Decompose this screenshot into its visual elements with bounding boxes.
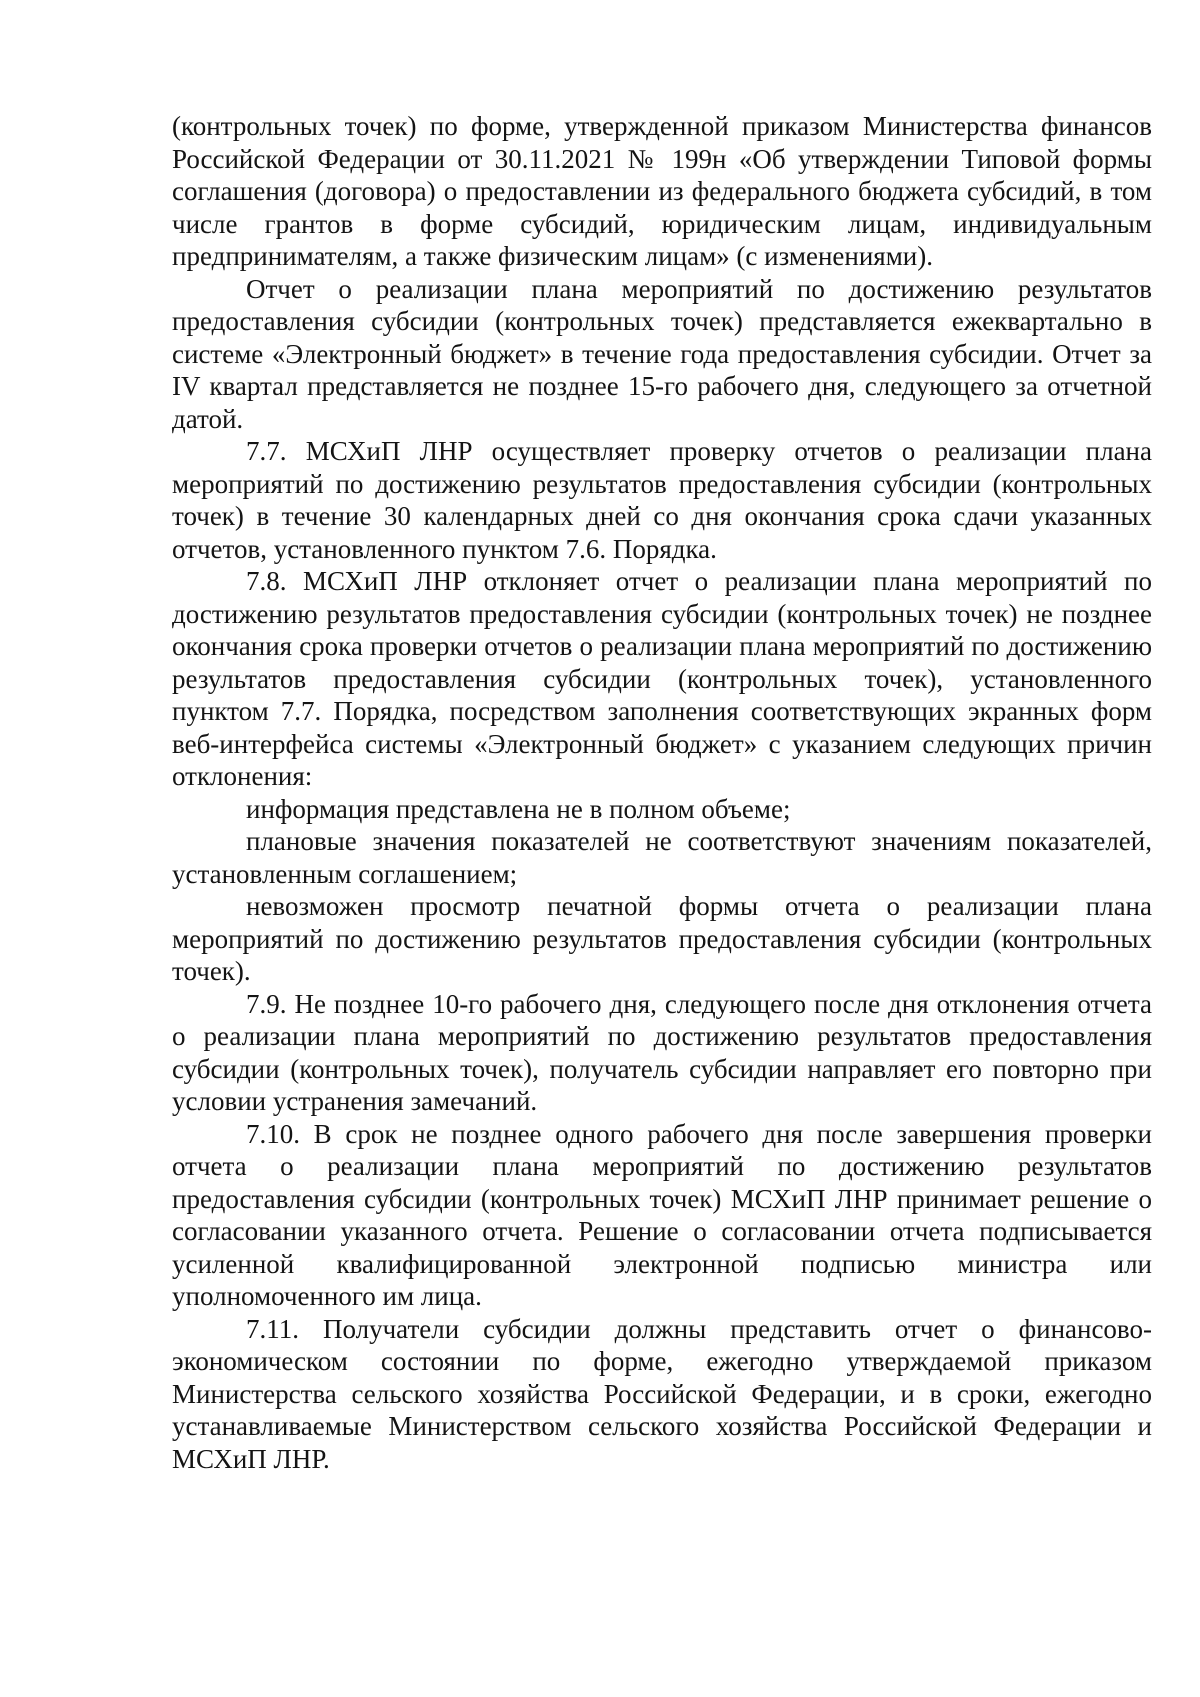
paragraph-7-9: 7.9. Не позднее 10-го рабочего дня, следующего после дня отклонения отчета о реализации плана мероприятий по достижению результатов предоставления субсидии (контрольных точек), получатель субсидии направляет его повторно при условии устранения замечаний. <box>172 988 1152 1116</box>
document-body <box>172 110 1152 1475</box>
rejection-reason-3: невозможен просмотр печатной формы отчета о реализации плана мероприятий по достижению результатов предоставления субсидии (контрольных точек). <box>172 891 1152 986</box>
paragraph-7-11: 7.11. Получатели субсидии должны представить отчет о финансово-экономическом состоянии по форме, ежегодно утверждаемой приказом Министерства сельского хозяйства Российской Федерации, и в сроки, ежегодно устанавливаемые Министерством сельского хозяйства Российской Федерации и МСХиП ЛНР. <box>172 1313 1152 1474</box>
paragraph-report-submission: Отчет о реализации плана мероприятий по достижению результатов предоставления субсидии (контрольных точек) представляется ежеквартально в системе «Электронный бюджет» в течение года предоставления субсидии. Отчет за IV квартал представляется не позднее 15-го рабочего дня, следующего за отчетной датой. <box>172 273 1152 434</box>
paragraph-7-8: 7.8. МСХиП ЛНР отклоняет отчет о реализации плана мероприятий по достижению результатов предоставления субсидии (контрольных точек) не позднее окончания срока проверки отчетов о реализации плана мероприятий по достижению результатов предоставления субсидии (контрольных точек), установленного пунктом 7.7. Порядка, посредством заполнения соответствующих экранных форм веб-интерфейса системы «Электронный бюджет» с указанием следующих причин отклонения: <box>172 566 1152 791</box>
paragraph-continuation: (контрольных точек) по форме, утвержденной приказом Министерства финансов Российской Федерации от 30.11.2021 № 199н «Об утверждении Типовой формы соглашения (договора) о предоставлении из федерального бюджета субсидий, в том числе грантов в форме субсидий, юридическим лицам, индивидуальным предпринимателям, а также физическим лицам» (с изменениями). <box>172 111 1152 271</box>
paragraph-7-10: 7.10. В срок не позднее одного рабочего дня после завершения проверки отчета о реализации плана мероприятий по достижению результатов предоставления субсидии (контрольных точек) МСХиП ЛНР принимает решение о согласовании указанного отчета. Решение о согласовании отчета подписывается усиленной квалифицированной электронной подписью министра или уполномоченного им лица. <box>172 1118 1152 1311</box>
rejection-reason-2: плановые значения показателей не соответствуют значениям показателей, установленным соглашением; <box>172 826 1152 889</box>
rejection-reason-1: информация представлена не в полном объеме; <box>246 793 791 824</box>
paragraph-7-7: 7.7. МСХиП ЛНР осуществляет проверку отчетов о реализации плана мероприятий по достижению результатов предоставления субсидии (контрольных точек) в течение 30 календарных дней со дня окончания срока сдачи указанных отчетов, установленного пунктом 7.6. Порядка. <box>172 436 1152 564</box>
